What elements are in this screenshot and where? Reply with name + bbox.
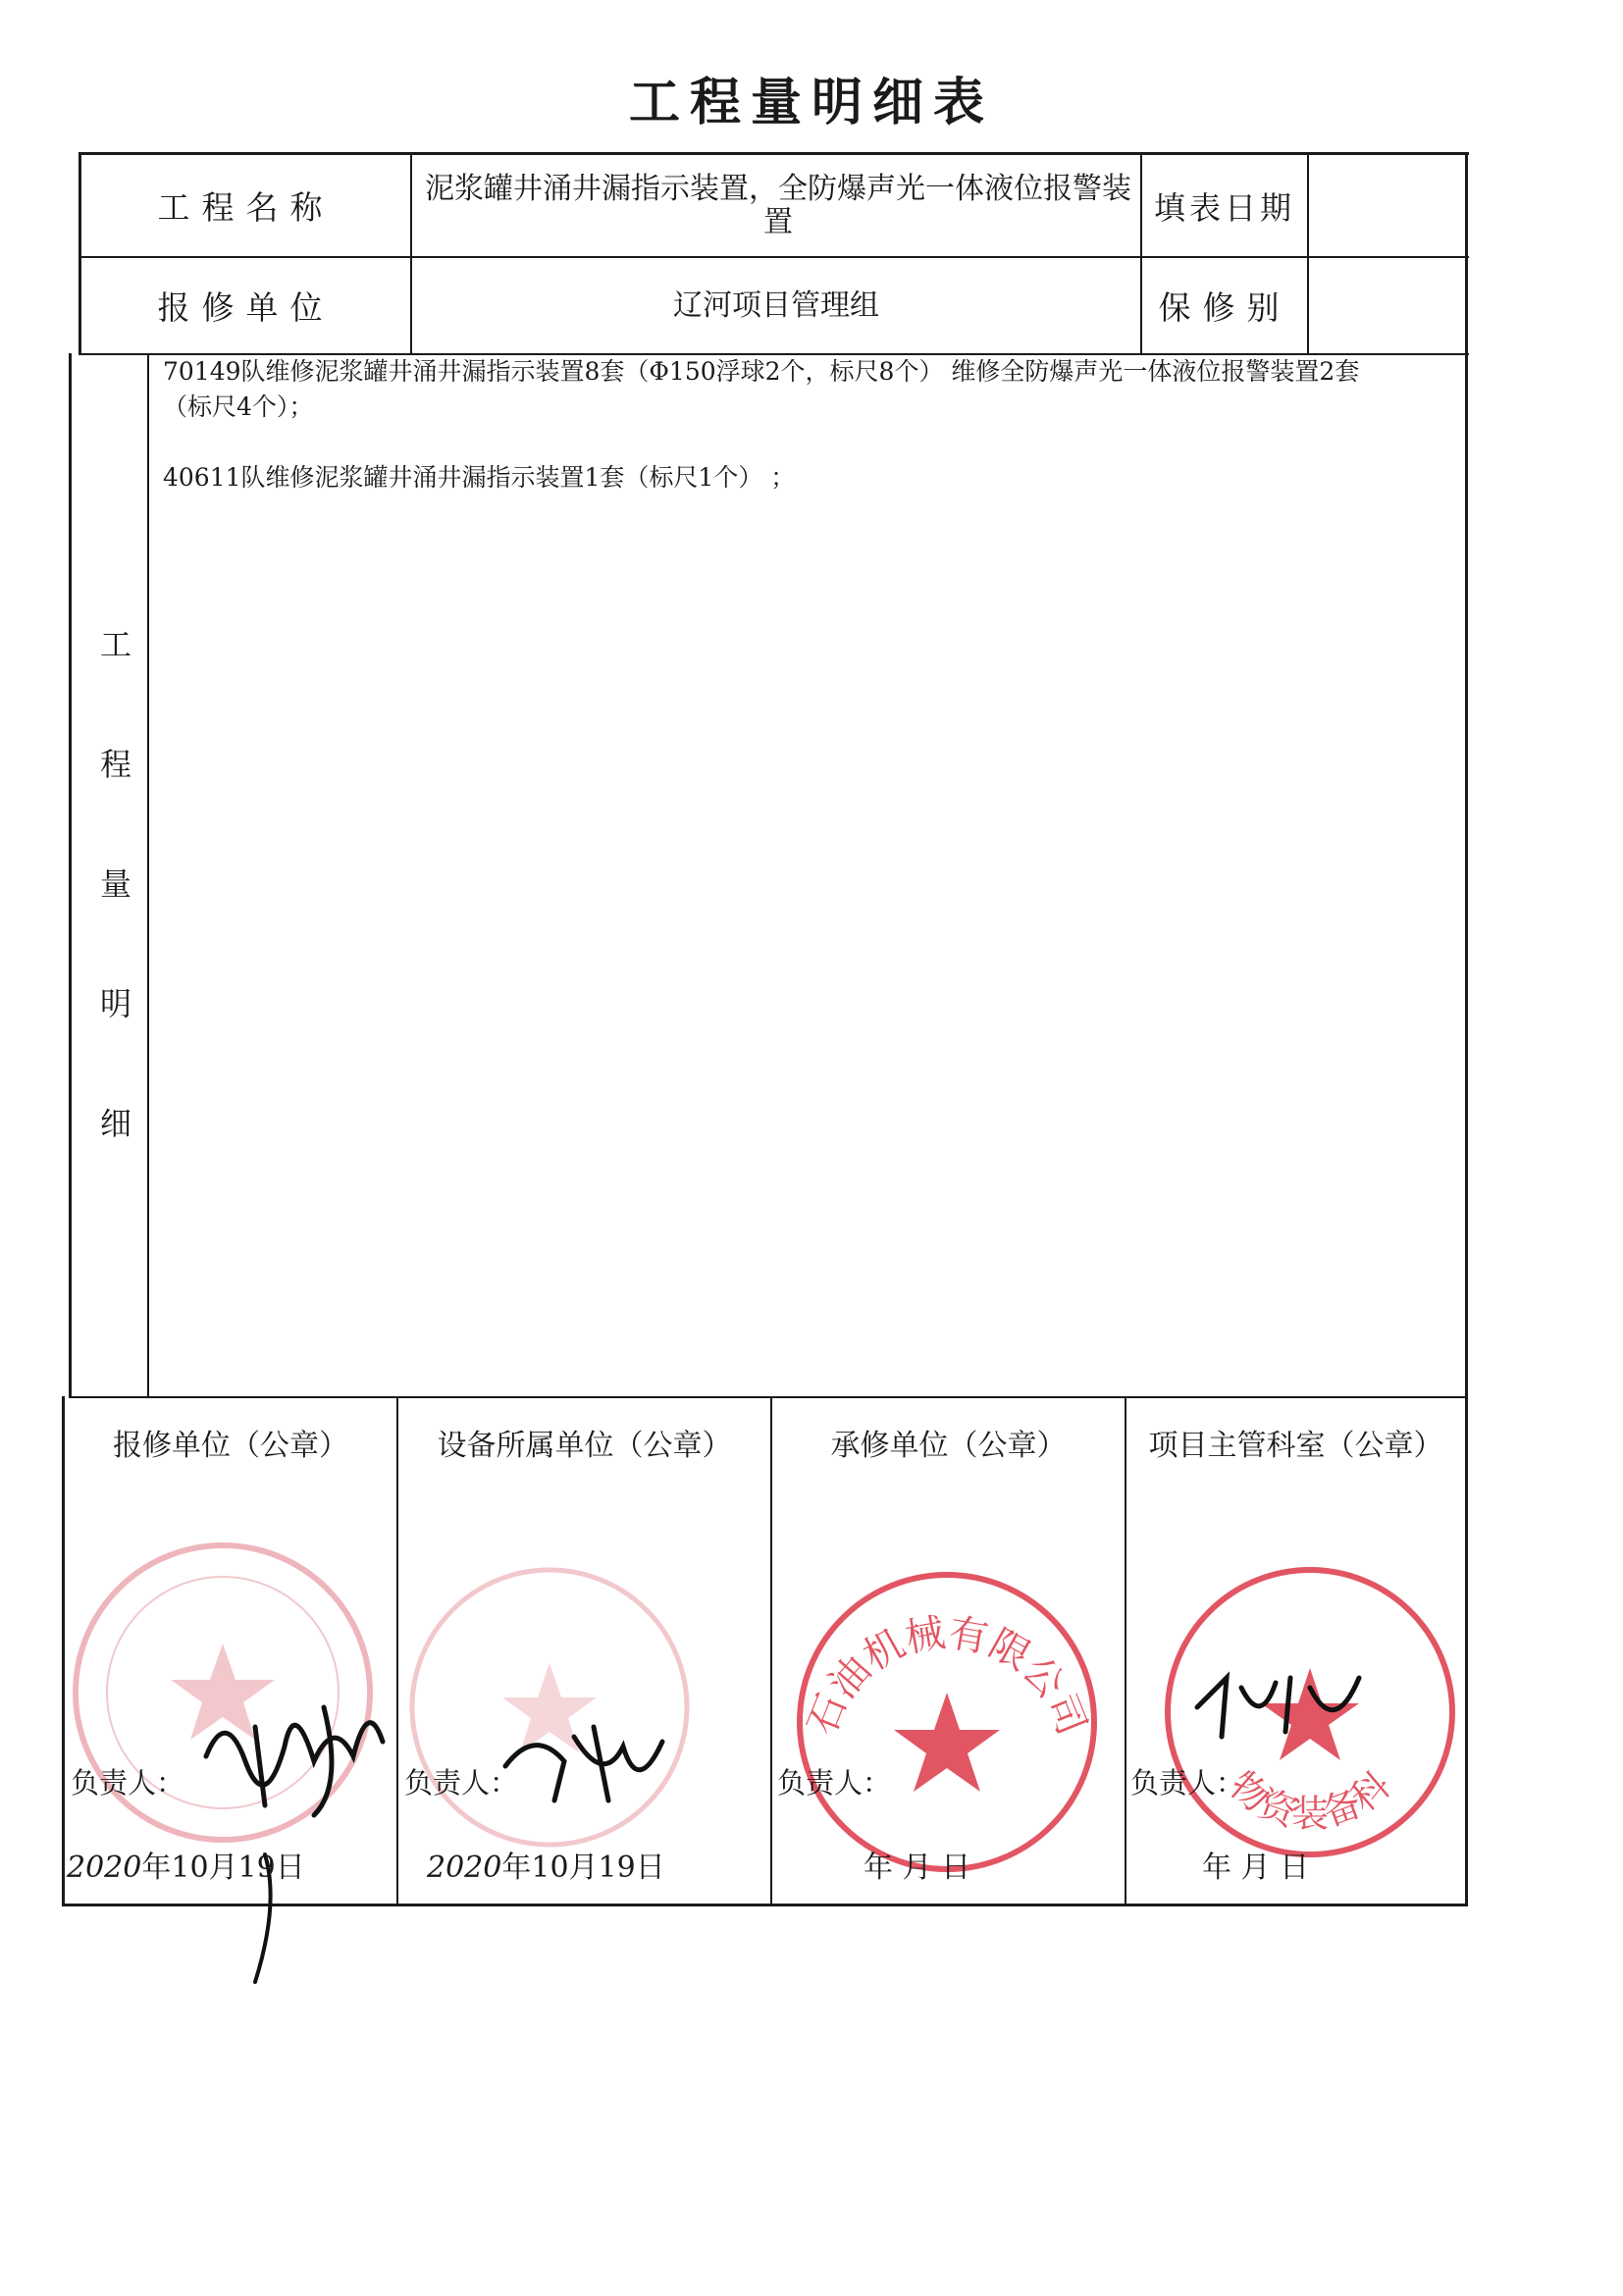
signer-label: 负责人： (71, 1766, 185, 1800)
details-side-label-char: 明 (100, 985, 132, 1022)
signer-label: 负责人： (777, 1766, 892, 1800)
footer-heading-repair-unit: 报修单位（公章） (113, 1429, 348, 1463)
details-side-label-char: 量 (100, 865, 132, 903)
project-name-label: 工程名称 (157, 188, 335, 227)
date-col-1 (67, 1843, 305, 1886)
detail-line: （标尺4个）； (163, 392, 314, 421)
official-seal-stamp (790, 1565, 1104, 1883)
date-col-4: 年 月 日 (1202, 1851, 1310, 1885)
seal-arc-text: 物资装备科 (1221, 1762, 1399, 1836)
handwritten-signature (496, 1707, 672, 1815)
details-side-label-char: 细 (100, 1105, 132, 1142)
repair-unit-value: 辽河项目管理组 (673, 287, 879, 323)
details-side-label-char: 程 (100, 746, 132, 783)
signer-label: 负责人： (404, 1766, 519, 1800)
handwritten-year: 2020 (427, 1851, 502, 1885)
fill-date-label: 填表日期 (1153, 188, 1295, 227)
warranty-value (1309, 258, 1465, 353)
seal-arc-text: 石油机械有限公司 (799, 1610, 1095, 1742)
warranty-label: 保修别 (1158, 288, 1291, 327)
page-title: 工程量明细表 (628, 74, 994, 132)
date-col-2 (427, 1843, 665, 1886)
details-side-label-char: 工 (100, 626, 132, 663)
handwritten-signature (1187, 1658, 1374, 1756)
footer-heading-supervisor: 项目主管科室（公章） (1148, 1429, 1443, 1463)
date-text: 年10月19日 (141, 1851, 305, 1885)
project-name-value: 泥浆罐井涌井漏指示装置，全防爆声光一体液位报警装置 (425, 172, 1131, 239)
handwritten-year: 2020 (67, 1851, 142, 1885)
detail-line: 70149队维修泥浆罐井涌井漏指示装置8套（Φ150浮球2个，标尺8个） 维修全防爆声光一体液位报警装置2套 (163, 357, 1360, 386)
footer-heading-contractor: 承修单位（公章） (830, 1429, 1067, 1463)
detail-line: 40611队维修泥浆罐井涌井漏指示装置1套（标尺1个） ； (163, 463, 796, 492)
svg-text:物资装备科 (1222, 1763, 1399, 1836)
repair-unit-label: 报修单位 (157, 288, 335, 327)
date-col-3: 年 月 日 (864, 1851, 971, 1885)
date-text: 年10月19日 (501, 1851, 665, 1885)
handwritten-signature (196, 1668, 393, 1825)
signer-label: 负责人： (1130, 1766, 1245, 1800)
footer-heading-equipment-owner: 设备所属单位（公章） (437, 1429, 732, 1463)
fill-date-value (1309, 155, 1465, 256)
